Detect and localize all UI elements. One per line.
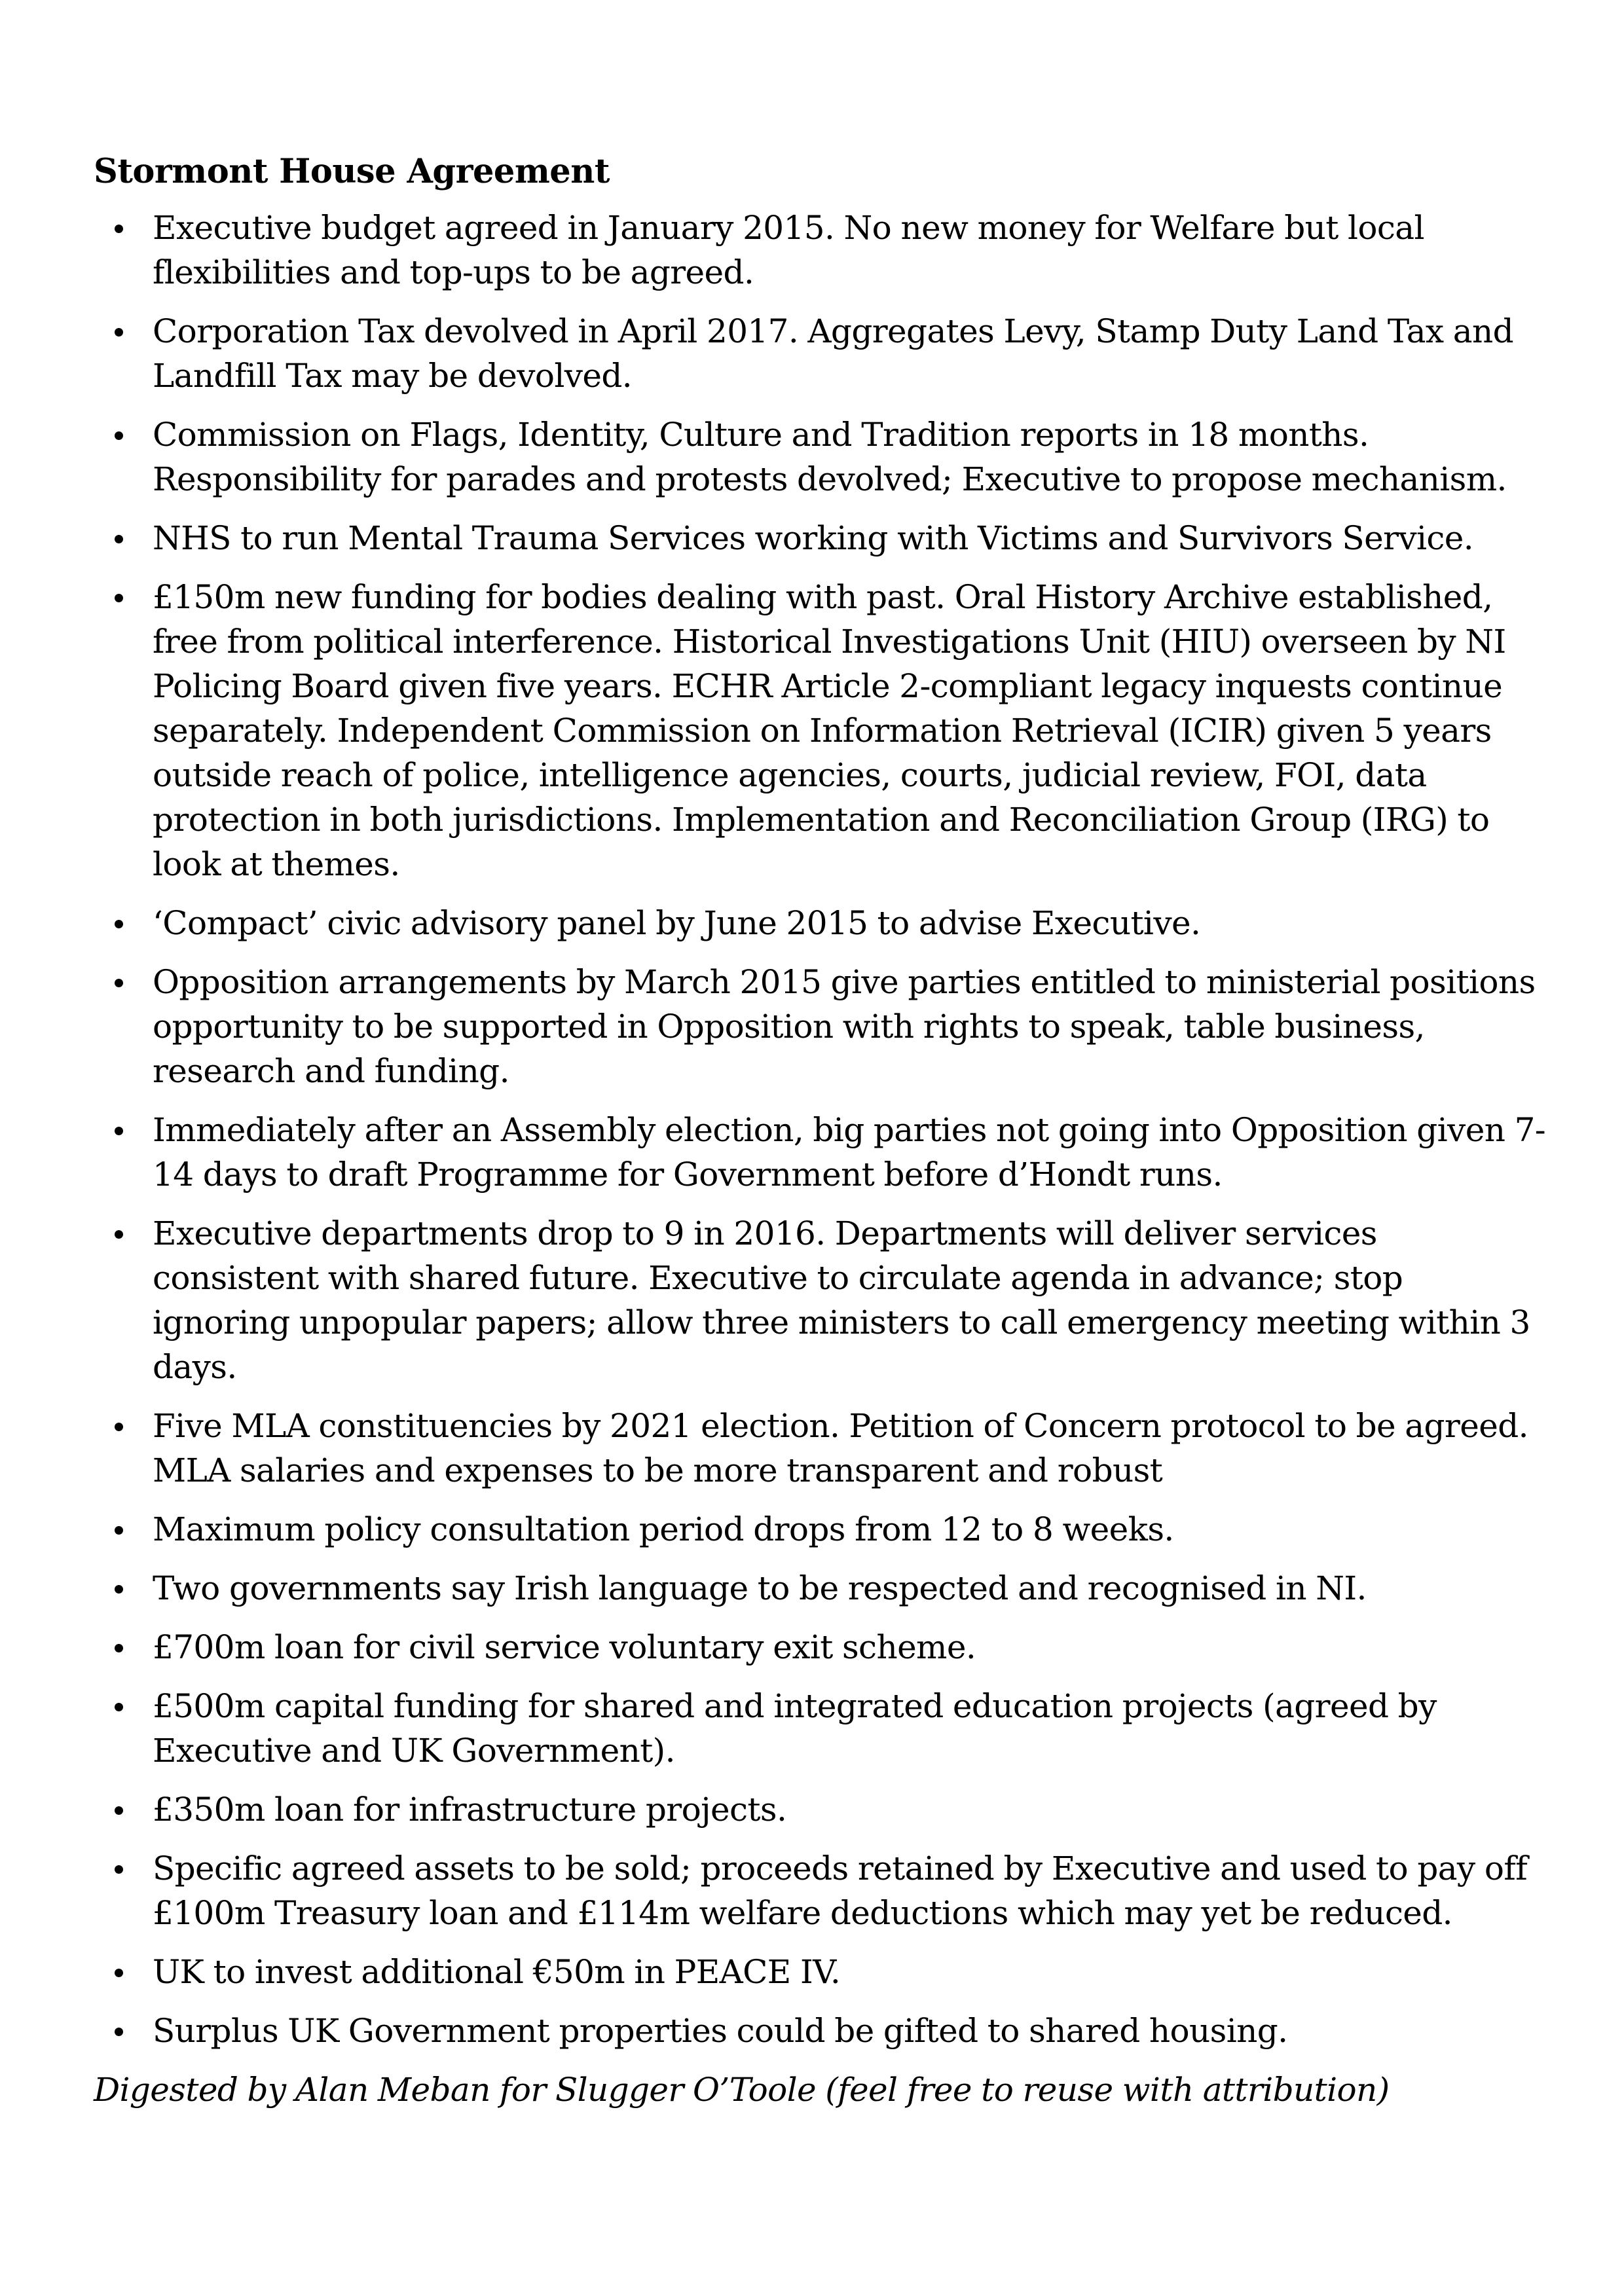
list-item-text: £500m capital funding for shared and integrated education projects (agreed by Executive and UK Government). (153, 1687, 1437, 1770)
bullet-icon (115, 1585, 123, 1594)
list-item-text: Two governments say Irish language to be respected and recognised in NI. (153, 1569, 1367, 1607)
list-item (94, 2009, 1547, 2053)
bullet-icon (115, 2028, 123, 2036)
bullet-icon (115, 1127, 123, 1135)
attribution-footer: Digested by Alan Meban for Slugger O’Toole (feel free to reuse with attribution) (94, 2071, 1390, 2109)
list-item-text: Immediately after an Assembly election, big parties not going into Opposition given 7-14 days to draft Programme for Government before d’Hondt runs. (153, 1111, 1546, 1194)
document-content (94, 149, 1547, 2112)
list-item-text: Maximum policy consultation period drops from 12 to 8 weeks. (153, 1510, 1174, 1548)
bullet-icon (115, 535, 123, 543)
bullet-icon (115, 431, 123, 440)
list-item-text: Corporation Tax devolved in April 2017. Aggregates Levy, Stamp Duty Land Tax and Landfill Tax may be devolved. (153, 312, 1514, 395)
bullet-icon (115, 1865, 123, 1874)
list-item-text: ‘Compact’ civic advisory panel by June 2015 to advise Executive. (153, 904, 1201, 942)
bullet-icon (115, 1526, 123, 1535)
list-item (94, 206, 1547, 295)
list-item (94, 1625, 1547, 1669)
list-item (94, 309, 1547, 398)
document-title: Stormont House Agreement (94, 152, 610, 191)
list-item (94, 1507, 1547, 1552)
list-item-text: Specific agreed assets to be sold; proceeds retained by Executive and used to pay off £100m Treasury loan and £114m welfare deductions which may yet be reduced. (153, 1850, 1528, 1932)
bullet-icon (115, 225, 123, 233)
bullet-icon (115, 1806, 123, 1815)
list-item-text: Commission on Flags, Identity, Culture and Tradition reports in 18 months. Responsibility for parades and protests devolved; Executive to propose mechanism. (153, 416, 1507, 498)
list-item-text: Surplus UK Government properties could be gifted to shared housing. (153, 2012, 1288, 2050)
bullet-icon (115, 920, 123, 928)
bullet-list (94, 206, 1547, 2053)
list-item-text: NHS to run Mental Trauma Services working with Victims and Survivors Service. (153, 519, 1474, 557)
bullet-icon (115, 594, 123, 602)
list-item-text: Executive budget agreed in January 2015. No new money for Welfare but local flexibilities and top-ups to be agreed. (153, 209, 1424, 291)
list-item-text: UK to invest additional €50m in PEACE IV. (153, 1953, 841, 1991)
bullet-icon (115, 1969, 123, 1977)
bullet-icon (115, 328, 123, 337)
list-item-text: Executive departments drop to 9 in 2016. Departments will deliver services consistent with shared future. Executive to circulate agenda in advance; stop ignoring unpopular papers; allow three ministers to call emergency meeting within 3 days. (153, 1214, 1530, 1386)
bullet-icon (115, 1644, 123, 1652)
list-item (94, 960, 1547, 1093)
list-item (94, 412, 1547, 501)
list-item-text: £700m loan for civil service voluntary exit scheme. (153, 1628, 976, 1666)
list-item (94, 1787, 1547, 1832)
list-item (94, 1404, 1547, 1493)
list-item (94, 1566, 1547, 1611)
list-item-text: £350m loan for infrastructure projects. (153, 1791, 787, 1829)
bullet-icon (115, 1703, 123, 1711)
bullet-icon (115, 979, 123, 987)
list-item (94, 901, 1547, 945)
list-item (94, 1684, 1547, 1773)
list-item-text: Five MLA constituencies by 2021 election. Petition of Concern protocol to be agreed. MLA salaries and expenses to be more transparent and robust (153, 1407, 1528, 1489)
list-item (94, 516, 1547, 560)
list-item (94, 1211, 1547, 1389)
list-item (94, 1108, 1547, 1197)
bullet-icon (115, 1423, 123, 1431)
list-item-text: £150m new funding for bodies dealing with past. Oral History Archive established, free from political interference. Historical Investigations Unit (HIU) overseen by NI Policing Board given five years. ECHR Article 2-compliant legacy inquests continue separately. Independent Commission on Information Retrieval (ICIR) given 5 years outside reach of police, intelligence agencies, courts, judicial review, FOI, data protection in both jurisdictions. Implementation and Reconciliation Group (IRG) to look at themes. (153, 578, 1506, 883)
list-item (94, 1950, 1547, 1994)
list-item-text: Opposition arrangements by March 2015 give parties entitled to ministerial positions opportunity to be supported in Opposition with rights to speak, table business, research and funding. (153, 963, 1536, 1090)
list-item (94, 575, 1547, 886)
bullet-icon (115, 1230, 123, 1239)
list-item (94, 1846, 1547, 1935)
